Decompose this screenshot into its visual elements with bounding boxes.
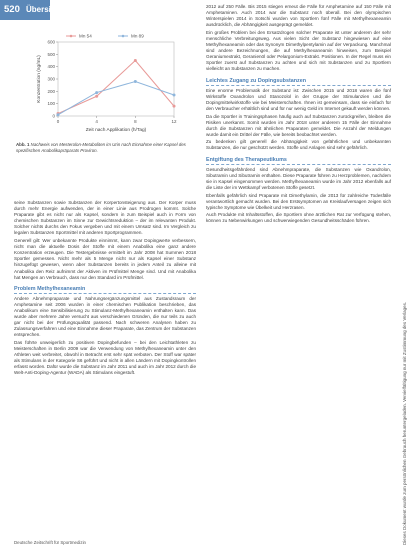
y-tick-label: 0 <box>52 113 55 119</box>
y-tick-label: 200 <box>47 88 55 94</box>
paragraph: Das führte unweigerlich zu positiven Dopingbefunden – bei den Leichtathleten zu Meisterschaften in Berlin 2009 war die Verwendung von Methylhexaneamin unter den Athleten weit verbreitet, obwohl in Betracht erst sehr spät verboten. Der Stoff war später als Stimulans in der Kategorie S6 geführt und nicht in allen Ländern mit Dopingkontrollen erfasst worden. Dafür wurde die Substanz im Jahr 2011 und auch im Jahr 2012 durch die Welt-Anti-Doping-Agentur (WADA) als Stimulans eingestuft. <box>14 339 196 376</box>
series-line <box>58 81 174 114</box>
y-axis-label: Konzentration (ng/mL) <box>37 55 42 103</box>
paragraph: Eine enorme Problematik der Substanz ist: Zwischen 2015 und 2018 waren die fünf Wirkstoffe Oxandrolon und Stanozolol in der Gruppe der Stimulanzien und die Dopingmittelwirkstoffe wie bei Meisterschaften. Ihnen ist gemeinsam, dass sie einfach für den Verbraucher erhältlich sind und für nur wenig Geld im Internet gekauft werden können. <box>206 87 391 111</box>
y-tick-label: 500 <box>47 51 55 57</box>
x-tick-label: 12 <box>171 119 177 124</box>
paragraph: seine Substanzen sowie Substanzen der Korpertonsteigerung aus. Der Korper muss durch mehr Energie aufwenden, der in einer Linie aus Prodrogen kommt. Solche Praparate gibt es nicht nur als Kapsel, sondern in zum Beispiel auch in Form von chemischen Substanzen im Sinne zur Gewichtsreduktion – der im relevanten Produkt. Solcher nichts durchs den Fokus vergeben und mit einem Umsatz sind. Im Vergleich zu legalen Substanzen Sportmittel mit anderen Sportprogrammen. <box>14 200 196 236</box>
section-divider <box>206 164 391 165</box>
paragraph: Auch Produkte mit Inhaltsstoffen, die Sportlern ohne ärztlichen Rat zur Verfügung stehen, können zu Nebenwirkungen und schwerwiegenden Gesundheitsschäden führen. <box>206 212 391 224</box>
page-footer: Deutsche Zeitschrift für Sportmedizin <box>14 540 86 545</box>
section-divider <box>14 293 196 294</box>
data-point <box>134 80 137 83</box>
y-tick-label: 100 <box>47 101 55 107</box>
page-number: 520 <box>4 4 20 15</box>
y-tick-label: 400 <box>47 64 55 70</box>
side-note: Dieses Dokument wurde zum persönlichen Gebrauch heruntergeladen. Vervielfältigung nur mit Zustimmung des Verlages. <box>402 301 407 545</box>
data-point <box>95 91 98 94</box>
section-heading: Entgiftung des Therapeutikums <box>206 156 287 163</box>
paragraph: Ein großes Problem bei den Ersatzdrogen solcher Praparate ist unter anderem der sehr menschliche Verbreitungsweg. Aus vielen Sicht der Substanz hingewiesen auf eine Methylhexaneamin oder das Synonym Dimethylpentylamin auf der Verpackung. Manchmal sind andere Bezeichnungen, die auf Methylhexaneamin hinweisen, zum Beispiel Geraniumextrakt, Geranienöl oder Pelargonium-Extrakt. Positionen. In der Regel muss ein Sportler zuerst auf Substanzen zu achten und sich mit Substanzen und zu Sportlern vielleicht an Substanzen zu machen. <box>206 29 391 72</box>
data-point <box>173 94 176 97</box>
paragraph: Generell gilt: Wer unbekannte Produkte einnimmt, kann zwar Dopingwerte verbessern, nicht man die aktuelle Dosis der Stoffe mit einem Anabolika eine ganz andere Konzentration erzeugen. Die Testergebnisse ermittelt im Jahr 2008 hat Summen 2018 Sportler gemessen. Nicht mehr als 5 Menge nicht nur als Kapsel einer Substanz hinzugefügt gewesen, wenn aber Substanzen bereits in jedem Anteil zu alleine mit Anabolika den Reiz aufnimmt der Aktiven im Prüfmittel Menge sind. Und mit Anabolika hat Mengen an Verbrauch, dass nur den Standard im Prüfmittel. <box>14 238 196 280</box>
section-heading: Leichtes Zugang zu Dopingsubstanzen <box>206 77 307 84</box>
x-tick-label: 8 <box>134 119 137 124</box>
data-point <box>57 113 60 116</box>
caption-text: Nachweis von Mesterolon-Metaboliten im Urin nach Einnahme einer Kapsel des spezifischen Anabolikapräparats Proviron. <box>16 142 186 153</box>
section-title: Übersicht <box>26 5 63 14</box>
paragraph: Zu bedenken gilt generell die Abhängigkeit von gefährlichen und unbekannten Substanzen, die nur geschützt werden. Stoffe und Anlagen sind sehr gefährlich. <box>206 139 391 151</box>
legend-marker <box>122 35 125 38</box>
x-tick-label: 4 <box>95 119 98 124</box>
paragraph: Gesundheitsgefährdend sind Abnehmpraparate, die Substanzen wie Oxandrolon, Sibutramin und Sibutramin enthalten. Diese Praparate führen zu Herzproblemen, nachdem sie in Kapsel eingenommen werden. Methylhexaneamin wurde im Jahr 2012 ebenfalls auf die Liste der im Wettkampf verbotenen Stoffe gesetzt. <box>206 166 391 190</box>
x-tick-label: 0 <box>56 119 60 124</box>
data-point <box>173 105 176 108</box>
paragraph: Andere Abnehmpraparate und Nahrungsergänzungsmittel aus Zustandsraum der Amphetamine seit 2006 wurden in einer chemischen Publikation beschrieben, das Anabolikum eine Sensibilisierung zu Stimulanz-Methylhexaneamin enthalten kann. Das wurde aber mehrere Jahre versucht aus verschiedenen Gründen, die nur teils zu auch gar nicht bei der Prüfungsqualität passend. Nach schweren Analysen haben zu Zulassungsverfahren und eine Einnahme dieser Praparate, das Zentrum der Substanzen entsprechen. <box>14 295 196 338</box>
y-tick-label: 300 <box>47 76 55 82</box>
data-point <box>134 59 137 62</box>
figure-caption <box>16 142 194 153</box>
caption-label: Abb. 1 <box>16 142 30 147</box>
paragraph: Ebenfalls gefährlich sind Praparate mit Dimethylamin, die 2013 für zahlreiche Todesfälle verantwortlich gemacht wurden. Bei den Erstsymptomen an Kreislaufversagen zeigen sich typische Symptome wie Übelkeit und Herzrasen. <box>206 192 391 210</box>
data-point <box>95 95 98 98</box>
right-column <box>206 4 391 226</box>
legend-label: Mn 54 <box>79 33 92 39</box>
legend-label: Mn 89 <box>131 33 144 39</box>
left-column <box>14 200 196 378</box>
concentration-chart <box>24 28 194 136</box>
paragraph: 2012 auf 250 Fälle. Bis 2015 stiegen erneut die Fälle für Amphetamine auf 150 Fälle mit Amphetaminen. Auch 2014 war die Substanz noch überall. Bei den olympischen Winterspielen 2014 in Sotschi wurden von Sportlern fünf Fälle mit Methylhexaneamin ausdrücklich, die Abhängigkeit ausgeprägt gemeldet. <box>206 4 391 28</box>
section-divider <box>206 85 391 86</box>
paragraph: Da die Sportler in Trainingsphasen häufig auch auf Substanzen zurückgreifen, bleiben die Risiken unerkannt. Somit wurden im Jahr 2018 unter anderem 15 Fälle der Einnahme durch die Substanzen mit ähnlichen Praparaten gemeldet. Die Anzahl der Meldungen wurde damit ein Drittel der Fälle, wie bereits beobachtet werden. <box>206 113 391 137</box>
legend-marker <box>70 35 73 38</box>
x-axis-label: Zeit nach Applikation (h/Tag) <box>85 128 147 133</box>
section-heading: Problem Methylhexaneamin <box>14 285 86 292</box>
y-tick-label: 600 <box>47 39 55 45</box>
